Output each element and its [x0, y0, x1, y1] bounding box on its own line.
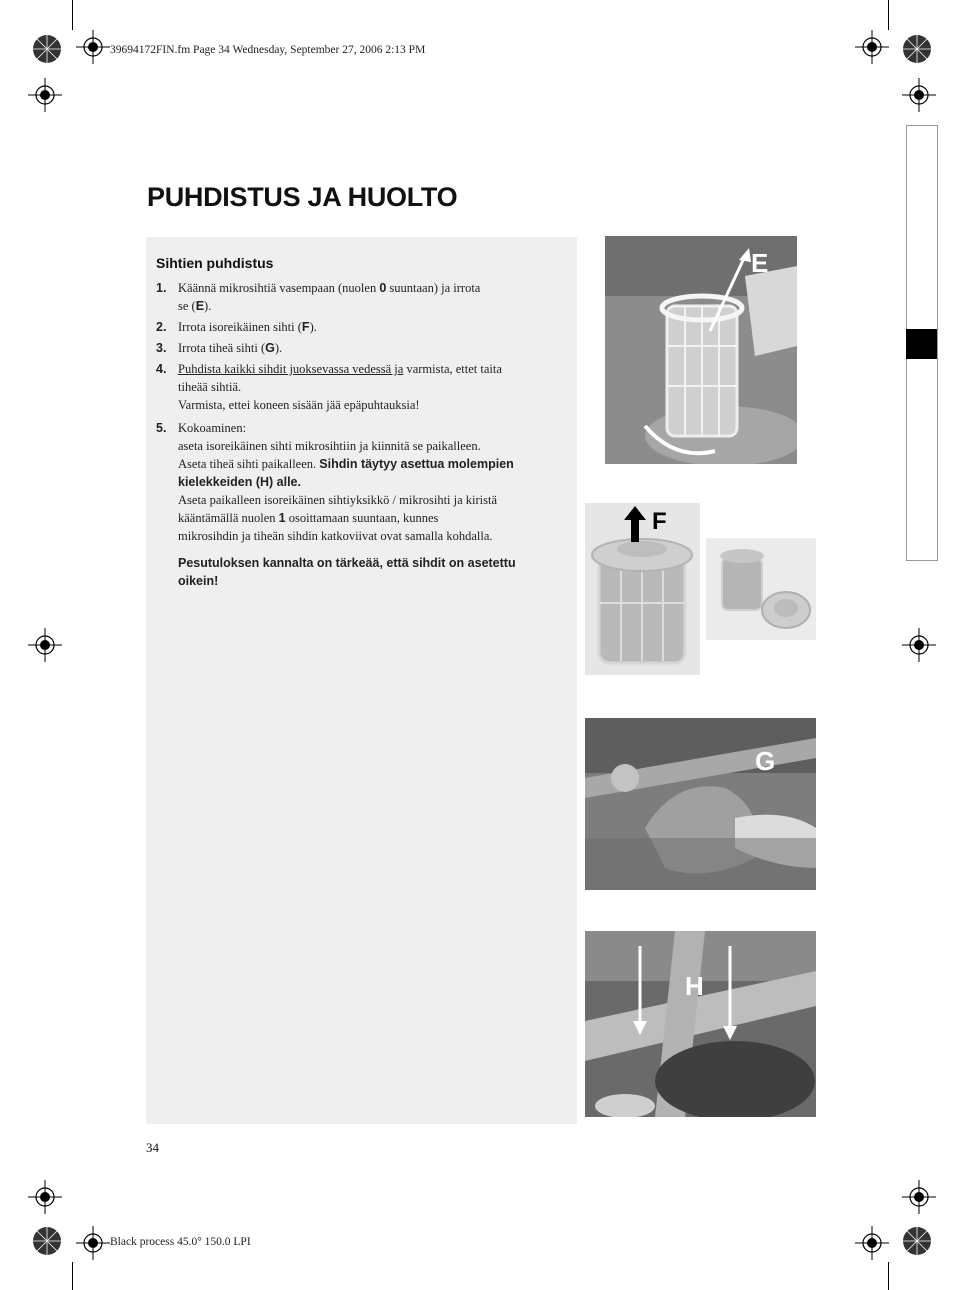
- crosshair-icon: [855, 30, 889, 69]
- step-3: [156, 339, 283, 357]
- registration-mark-top-right: [902, 34, 932, 69]
- step-4-line2: tiheää sihtiä.: [178, 380, 242, 394]
- arrow-up-icon: [624, 506, 646, 547]
- step-5-line4: kielekkeiden (H) alle.: [178, 475, 301, 489]
- step-text: Käännä mikrosihtiä vasempaan (nuolen 0 suuntaan) ja irrota: [178, 281, 481, 295]
- photo-fine-filter: [585, 718, 816, 890]
- step-number: 5.: [156, 421, 167, 435]
- important-note-line2: oikein!: [178, 574, 219, 588]
- page-title: PUHDISTUS JA HUOLTO: [147, 182, 458, 212]
- step-text: Irrota isoreikäinen sihti (F).: [178, 320, 317, 334]
- step-2: [156, 318, 317, 336]
- step-5-line6: kääntämällä nuolen 1 osoittamaan suuntaan, kunnes: [178, 511, 439, 525]
- step-number: 3.: [156, 341, 167, 355]
- crosshair-icon: [902, 1180, 936, 1219]
- crosshair-icon: [28, 1180, 62, 1219]
- figure-label-f: F: [652, 508, 667, 535]
- step-number: 4.: [156, 362, 167, 376]
- registration-mark-bottom-right: [902, 1226, 932, 1261]
- crop-line: [888, 0, 889, 30]
- crosshair-icon: [76, 30, 110, 69]
- step-5-line2: aseta isoreikäinen sihti mikrosihtiin ja kiinnitä se paikalleen.: [178, 439, 481, 453]
- step-4: [156, 360, 502, 378]
- crosshair-icon: [28, 78, 62, 117]
- print-header: 39694172FIN.fm Page 34 Wednesday, September 27, 2006 2:13 PM: [110, 44, 426, 56]
- crop-line: [72, 1262, 73, 1290]
- step-text: Kokoaminen:: [178, 421, 247, 435]
- step-number: 1.: [156, 281, 167, 295]
- step-5-line3: Aseta tiheä sihti paikalleen. Sihdin täytyy asettua molempien: [178, 457, 514, 471]
- step-5-line7: mikrosihdin ja tiheän sihdin katkoviivat ovat samalla kohdalla.: [178, 529, 493, 543]
- photo-filter-assembly: [706, 538, 816, 640]
- registration-mark-top-left: [32, 34, 62, 69]
- step-text: Puhdista kaikki sihdit juoksevassa vedessä ja varmista, ettet taita: [178, 362, 502, 376]
- step-number: 2.: [156, 320, 167, 334]
- step-4-line3: Varmista, ettei koneen sisään jää epäpuhtauksia!: [178, 398, 420, 412]
- step-5-line5: Aseta paikalleen isoreikäinen sihtiyksikkö / mikrosihti ja kiristä: [178, 493, 498, 507]
- photo-remove-microfilter: [605, 236, 797, 464]
- print-footer: Black process 45.0° 150.0 LPI: [110, 1236, 251, 1248]
- crosshair-icon: [902, 78, 936, 117]
- registration-mark-bottom-left: [32, 1226, 62, 1261]
- crosshair-icon: [28, 628, 62, 667]
- step-1: [156, 279, 481, 297]
- crosshair-icon: [902, 628, 936, 667]
- step-5: [156, 419, 247, 437]
- crop-line: [888, 1262, 889, 1290]
- step-text: Irrota tiheä sihti (G).: [178, 341, 283, 355]
- figure-label-e: E: [751, 248, 769, 278]
- important-note: Pesutuloksen kannalta on tärkeää, että sihdit on asetettu: [178, 556, 516, 570]
- figure-label-h: H: [685, 971, 704, 1001]
- chapter-tab-marker: [906, 329, 937, 359]
- crosshair-icon: [76, 1226, 110, 1265]
- crosshair-icon: [855, 1226, 889, 1265]
- crop-line: [72, 0, 73, 30]
- page-number: 34: [146, 1140, 159, 1155]
- photo-filter-tabs: [585, 931, 816, 1117]
- section-title: Sihtien puhdistus: [156, 255, 274, 271]
- step-1-line2: se (E).: [178, 299, 212, 313]
- figure-label-g: G: [755, 746, 776, 776]
